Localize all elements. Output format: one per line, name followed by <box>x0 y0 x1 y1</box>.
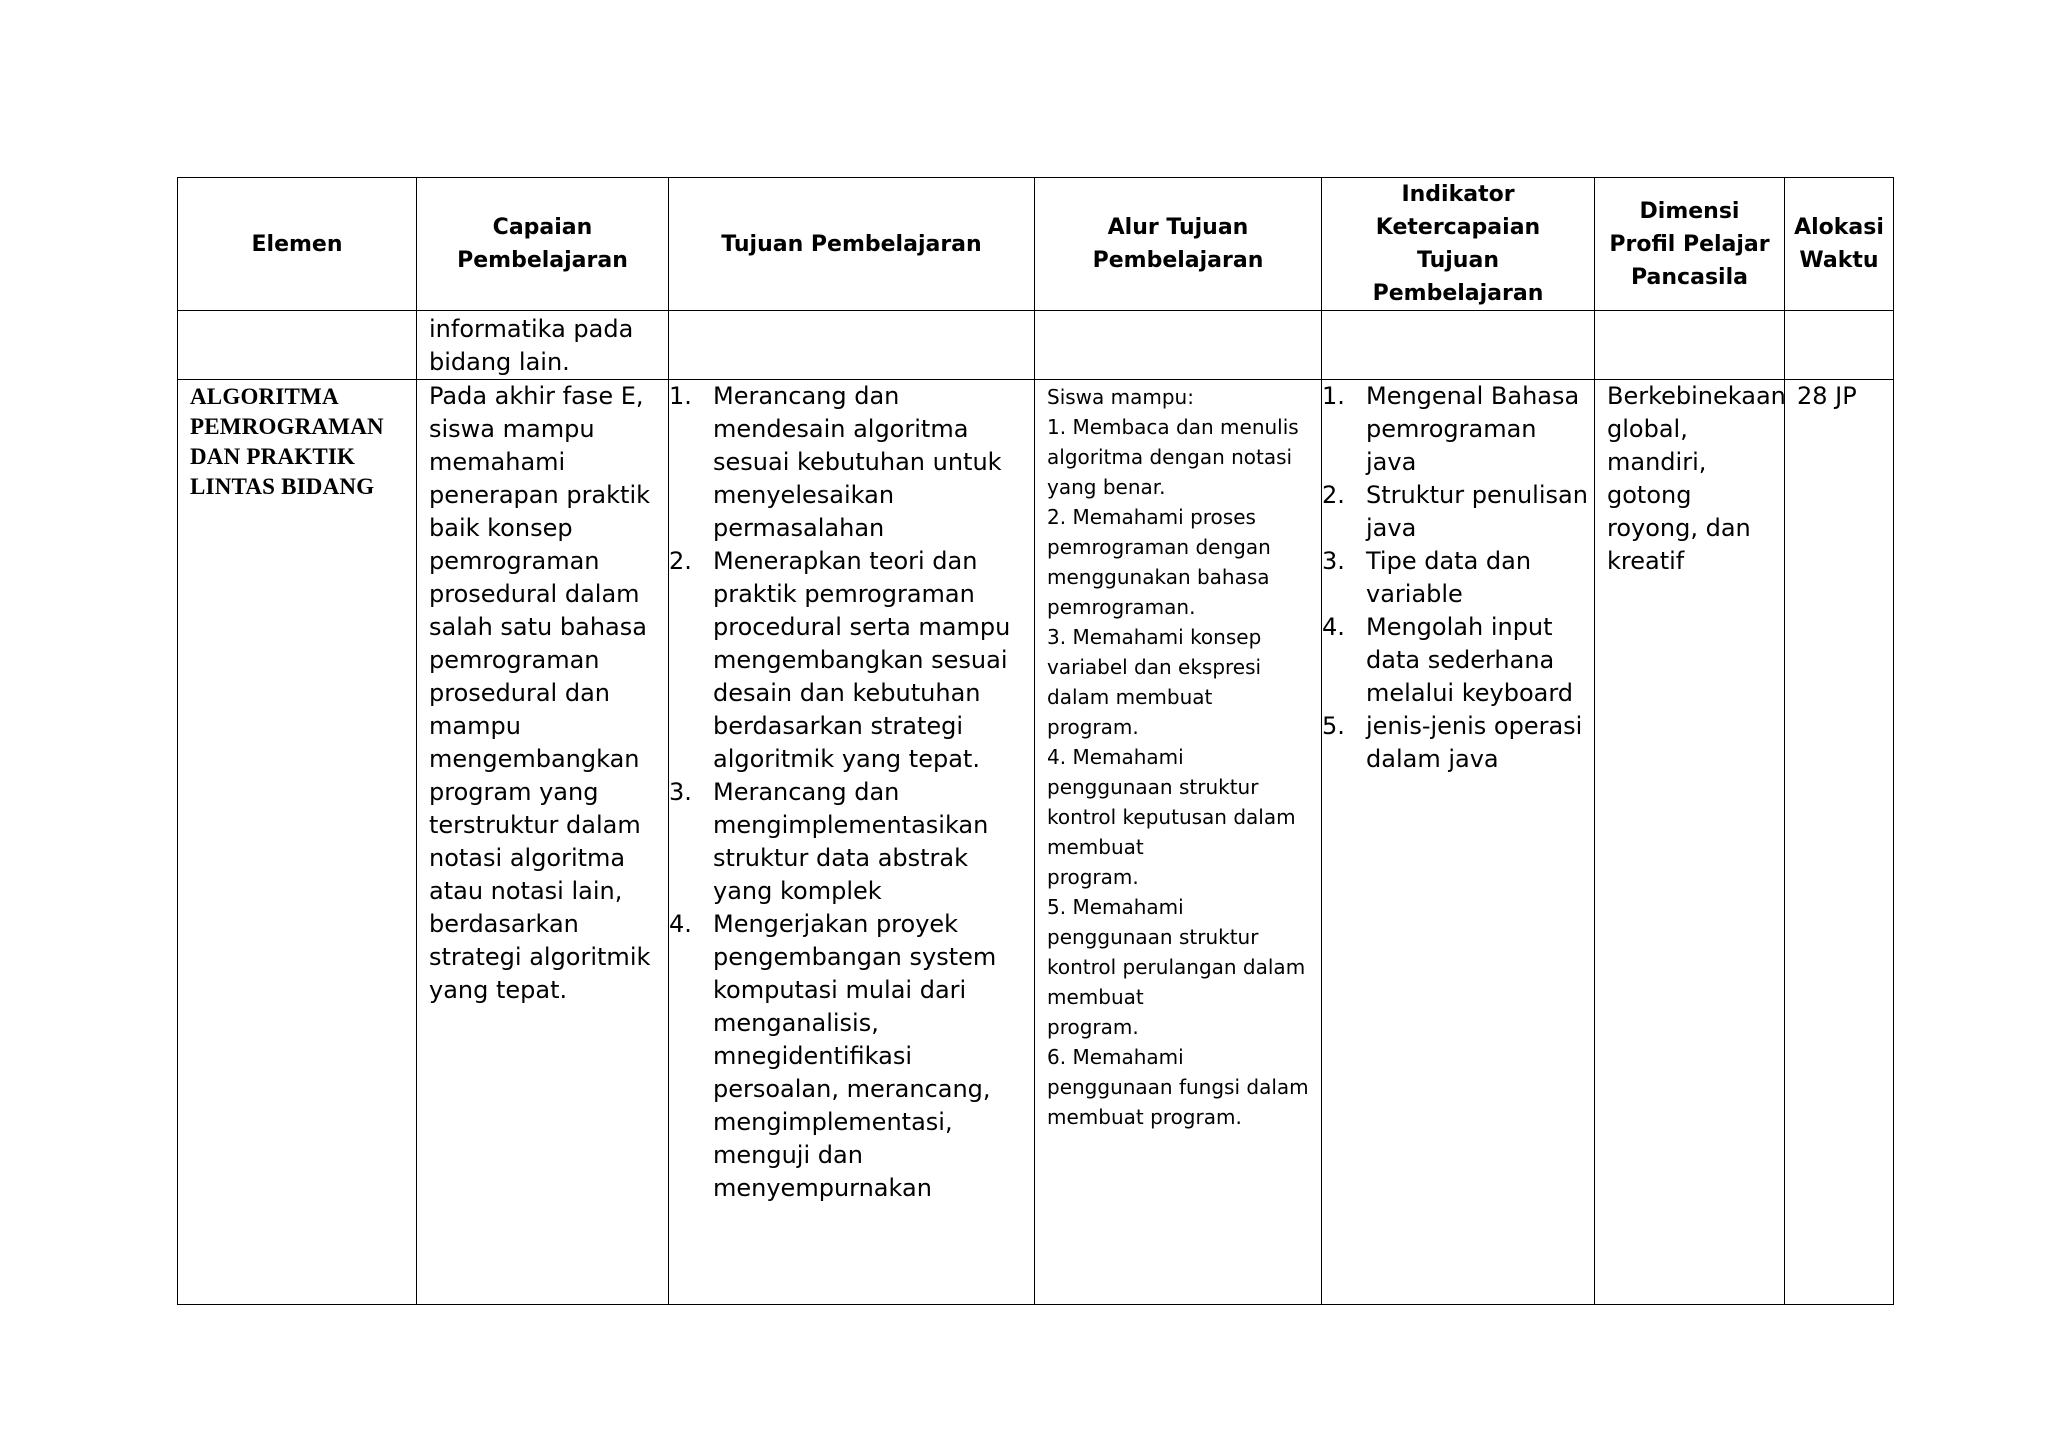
tujuan-list <box>669 380 1034 1205</box>
header-indikator <box>1322 178 1595 311</box>
alur-line: 5. Memahami penggunaan struktur kontrol perulangan dalam membuat <box>1047 895 1306 1009</box>
list-number: 1. <box>1322 382 1345 410</box>
header-row <box>178 178 1894 311</box>
dimensi-text: Berkebinekaan global, mandiri, gotong royong, dan kreatif <box>1607 382 1786 575</box>
alur-line: Siswa mampu: <box>1047 385 1194 409</box>
header-elemen: Elemen <box>178 178 417 311</box>
alur-line: 2. Memahami proses pemrograman dengan menggunakan bahasa pemrograman. <box>1047 505 1271 619</box>
cont-elemen-cell <box>178 311 417 380</box>
list-number: 4. <box>1322 613 1345 641</box>
list-item <box>1322 710 1594 776</box>
list-item <box>669 776 1034 908</box>
header-capaian-text: Capaian Pembelajaran <box>457 215 628 273</box>
alur-line: 1. Membaca dan menulis algoritma dengan notasi yang benar. <box>1047 415 1299 499</box>
cont-indikator-cell <box>1322 311 1595 380</box>
alur-line: program. <box>1047 1015 1139 1039</box>
list-text: Mengerjakan proyek pengembangan system komputasi mulai dari menganalisis, mnegidentifikasi persoalan, merancang, mengimplementasi, menguji dan menyempurnakan <box>713 910 997 1202</box>
cont-tujuan-cell <box>669 311 1035 380</box>
list-number: 2. <box>669 547 692 575</box>
alur-cell <box>1035 380 1322 1305</box>
list-number: 2. <box>1322 481 1345 509</box>
cont-capaian-cell <box>417 311 669 380</box>
list-text: Merancang dan mengimplementasikan struktur data abstrak yang komplek <box>713 778 989 905</box>
alur-line: 3. Memahami konsep variabel dan ekspresi dalam membuat program. <box>1047 625 1262 739</box>
alur-line: 4. Memahami penggunaan struktur kontrol keputusan dalam membuat <box>1047 745 1296 859</box>
header-indikator-text: Indikator Ketercapaian Tujuan Pembelajaran <box>1372 182 1544 306</box>
list-item <box>1322 611 1594 710</box>
elemen-cell <box>178 380 417 1305</box>
list-number: 5. <box>1322 712 1345 740</box>
list-number: 3. <box>1322 547 1345 575</box>
cont-capaian-text: informatika pada bidang lain. <box>429 315 634 376</box>
cont-alur-cell <box>1035 311 1322 380</box>
header-dimensi <box>1595 178 1785 311</box>
cont-alokasi-cell <box>1785 311 1894 380</box>
list-number: 4. <box>669 910 692 938</box>
list-text: Mengolah input data sederhana melalui keyboard <box>1366 613 1574 707</box>
cont-dimensi-cell <box>1595 311 1785 380</box>
list-text: Tipe data dan variable <box>1366 547 1532 608</box>
dimensi-cell <box>1595 380 1785 1305</box>
header-alur-text: Alur Tujuan Pembelajaran <box>1092 215 1264 273</box>
list-text: Menerapkan teori dan praktik pemrograman procedural serta mampu mengembangkan sesuai desain dan kebutuhan berdasarkan strategi algoritmik yang tepat. <box>713 547 1011 773</box>
list-item <box>669 380 1034 545</box>
list-item <box>1322 545 1594 611</box>
alur-text <box>1035 380 1321 1132</box>
header-alokasi <box>1785 178 1894 311</box>
indikator-list <box>1322 380 1594 776</box>
header-dimensi-text: Dimensi Profil Pelajar Pancasila <box>1609 198 1770 290</box>
continuation-row <box>178 311 1894 380</box>
list-item <box>669 908 1034 1205</box>
curriculum-table <box>177 177 1894 1305</box>
list-text: jenis-jenis operasi dalam java <box>1366 712 1583 773</box>
list-item <box>1322 380 1594 479</box>
alokasi-cell <box>1785 380 1894 1305</box>
tujuan-cell <box>669 380 1035 1305</box>
header-alokasi-text: Alokasi Waktu <box>1794 215 1884 273</box>
list-text: Merancang dan mendesain algoritma sesuai kebutuhan untuk menyelesaikan permasalahan <box>713 382 1002 542</box>
header-tujuan: Tujuan Pembelajaran <box>669 178 1035 311</box>
list-text: Mengenal Bahasa pemrograman java <box>1366 382 1580 476</box>
list-number: 1. <box>669 382 692 410</box>
list-item <box>669 545 1034 776</box>
indikator-cell <box>1322 380 1595 1305</box>
elemen-text: ALGORITMA PEMROGRAMAN DAN PRAKTIK LINTAS BIDANG <box>190 384 384 499</box>
header-capaian <box>417 178 669 311</box>
table-row <box>178 380 1894 1305</box>
list-item <box>1322 479 1594 545</box>
alur-line: 6. Memahami penggunaan fungsi dalam membuat program. <box>1047 1045 1309 1129</box>
capaian-text: Pada akhir fase E, siswa mampu memahami penerapan praktik baik konsep pemrograman prosedural dalam salah satu bahasa pemrograman prosedural dan mampu mengembangkan program yang terstruktur dalam notasi algoritma atau notasi lain, berdasarkan strategi algoritmik yang tepat. <box>429 382 651 1004</box>
list-text: Struktur penulisan java <box>1366 481 1588 542</box>
list-number: 3. <box>669 778 692 806</box>
header-alur <box>1035 178 1322 311</box>
alur-line: program. <box>1047 865 1139 889</box>
alokasi-text: 28 JP <box>1797 382 1857 410</box>
capaian-cell <box>417 380 669 1305</box>
